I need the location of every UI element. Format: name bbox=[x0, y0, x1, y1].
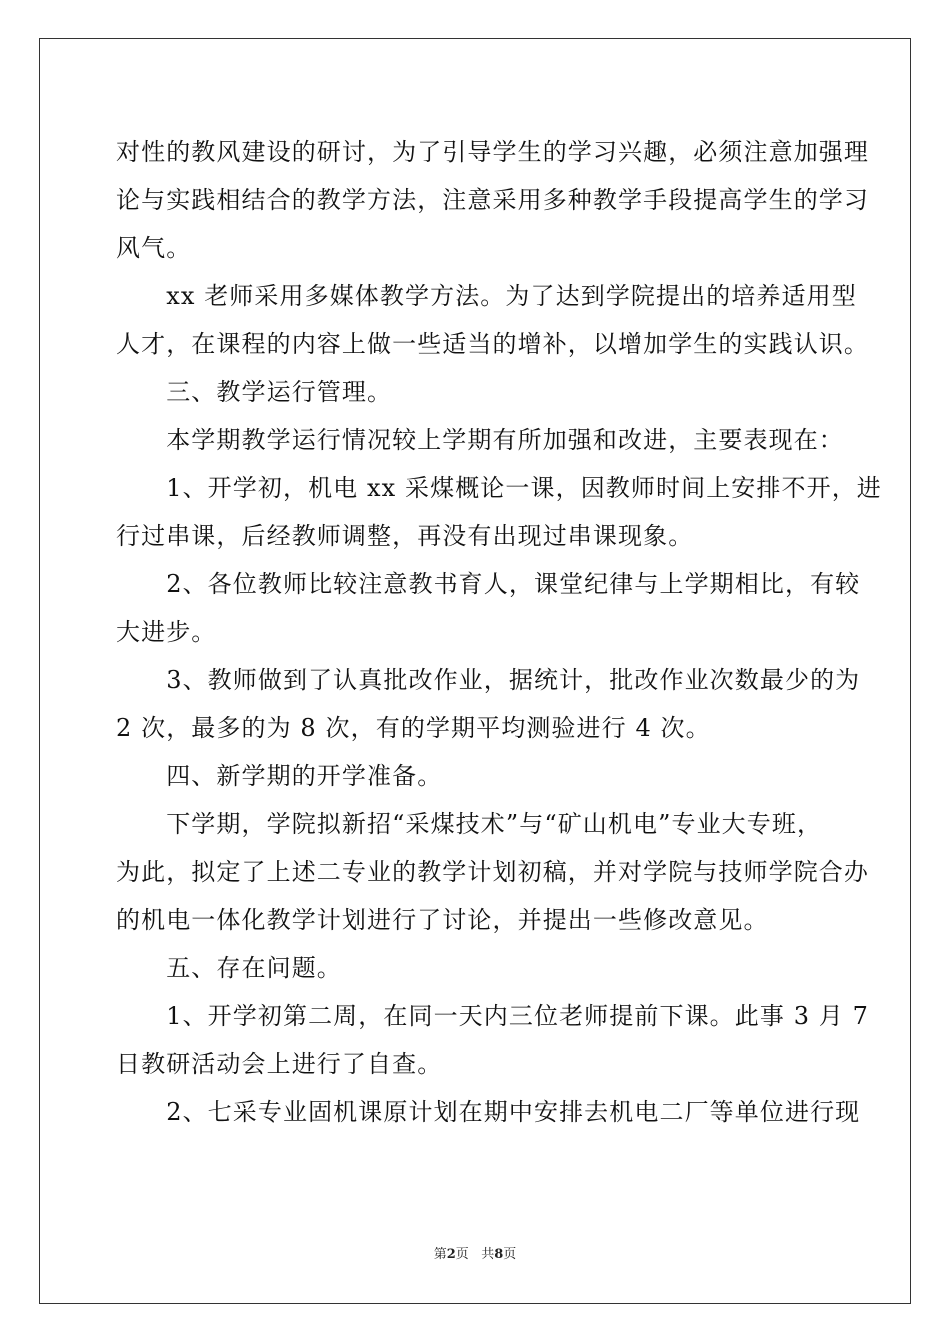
text-line: xx 老师采用多媒体教学方法。为了达到学院提出的培养适用型 bbox=[116, 282, 857, 310]
list-item: 3、教师做到了认真批改作业，据统计，批改作业次数最少的为 bbox=[116, 666, 861, 694]
text-line: 风气。 bbox=[116, 234, 192, 262]
text-line: 对性的教风建设的研讨，为了引导学生的学习兴趣，必须注意加强理 bbox=[116, 138, 869, 166]
text-line: 行过串课，后经教师调整，再没有出现过串课现象。 bbox=[116, 522, 694, 550]
section-heading: 三、教学运行管理。 bbox=[116, 378, 393, 406]
document-body bbox=[116, 128, 882, 1136]
page-suffix: 页 bbox=[455, 1247, 469, 1262]
section-heading: 五、存在问题。 bbox=[116, 954, 342, 982]
list-item: 1、开学初第二周，在同一天内三位老师提前下课。此事 3 月 7 bbox=[116, 1002, 869, 1030]
text-line: 论与实践相结合的教学方法，注意采用多种教学手段提高学生的学习 bbox=[116, 186, 869, 214]
text-line: 大进步。 bbox=[116, 618, 217, 646]
total-page-count: 8 bbox=[494, 1247, 504, 1262]
list-item: 1、开学初，机电 xx 采煤概论一课，因教师时间上安排不开，进 bbox=[116, 474, 882, 502]
text-line: 本学期教学运行情况较上学期有所加强和改进，主要表现在： bbox=[116, 426, 844, 454]
section-heading: 四、新学期的开学准备。 bbox=[116, 762, 443, 790]
current-page-number: 2 bbox=[446, 1247, 456, 1262]
text-line: 2 次，最多的为 8 次，有的学期平均测验进行 4 次。 bbox=[116, 714, 711, 742]
total-prefix: 共 bbox=[481, 1247, 495, 1262]
page-prefix: 第 bbox=[433, 1247, 447, 1262]
list-item: 2、各位教师比较注意教书育人，课堂纪律与上学期相比，有较 bbox=[116, 570, 861, 598]
text-line: 日教研活动会上进行了自查。 bbox=[116, 1050, 443, 1078]
text-line: 为此，拟定了上述二专业的教学计划初稿，并对学院与技师学院合办 bbox=[116, 858, 869, 886]
total-suffix: 页 bbox=[503, 1247, 517, 1262]
page-number-footer bbox=[0, 1246, 950, 1264]
text-line: 人才，在课程的内容上做一些适当的增补，以增加学生的实践认识。 bbox=[116, 330, 869, 358]
text-line: 的机电一体化教学计划进行了讨论，并提出一些修改意见。 bbox=[116, 906, 769, 934]
list-item: 2、七采专业固机课原计划在期中安排去机电二厂等单位进行现 bbox=[116, 1098, 861, 1126]
text-line: 下学期，学院拟新招“采煤技术”与“矿山机电”专业大专班， bbox=[116, 810, 823, 838]
